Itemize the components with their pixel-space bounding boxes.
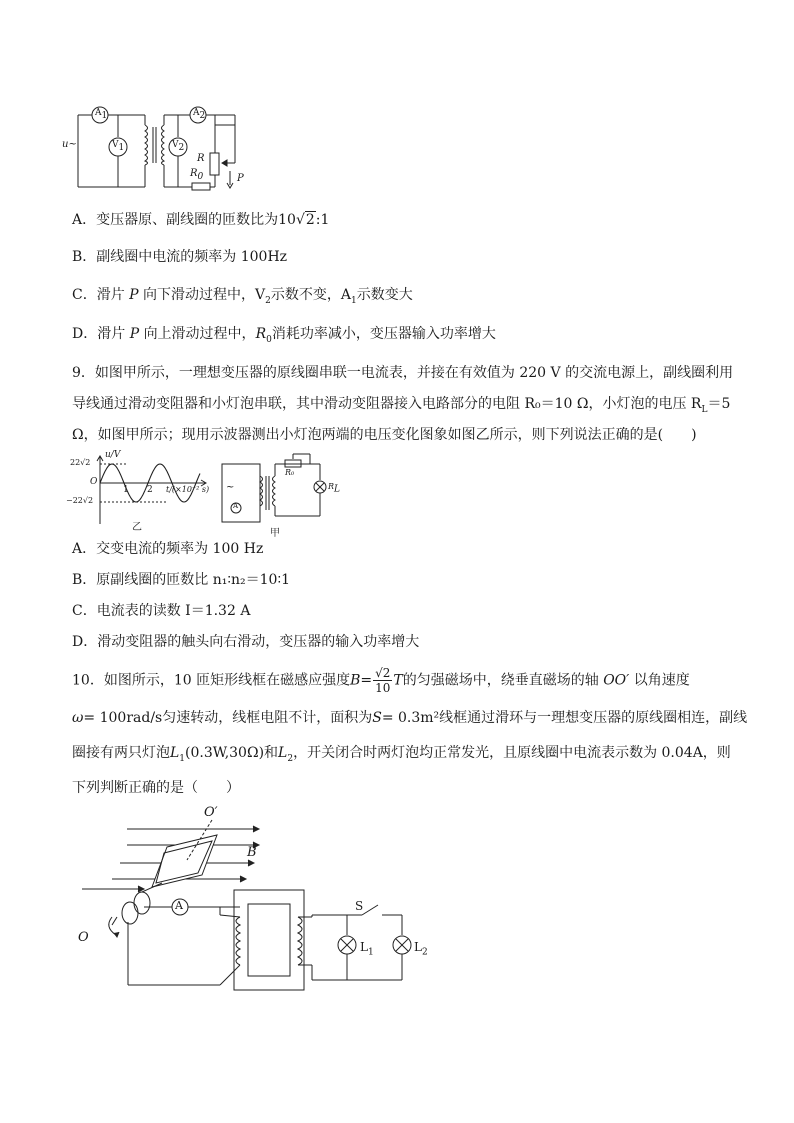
lamp-l1-label: $L_1$ [360, 940, 374, 958]
ammeter-a-label: A [175, 899, 183, 912]
caption-jia: 甲 [270, 528, 280, 539]
q10-stem-line-4: 下列判断正确的是（ ） [72, 780, 240, 796]
source-u-label: u~ [62, 139, 77, 150]
axis-top-value: 22√2 [70, 458, 91, 467]
slider-p-label: P [237, 173, 244, 184]
fraction-sqrt2-over-10: $\frac{√2}{10}$ [375, 666, 391, 695]
ammeter-a-label: A [233, 502, 239, 510]
axis-u-label: u/V [105, 450, 121, 460]
q10-stem-line-2: ω= 100rad/s匀速转动，线框电阻不计，面积为S= 0.3m²线框通过滑环与一理想变压器的原线圈相连，副线 [72, 710, 748, 726]
caption-yi: 乙 [132, 522, 142, 533]
q8-option-b: B．副线圈中电流的频率为 100Hz [72, 249, 288, 265]
axis-o-label: O [78, 930, 89, 945]
axis-tick-2: 2 [147, 485, 153, 495]
q9-stem-line-1: 9．如图甲所示，一理想变压器的原线圈串联一电流表，并接在有效值为 220 V 的交流电源上，副线圈利用 [72, 365, 734, 381]
axis-tick-1: 1 [123, 485, 129, 495]
field-b-label: B [247, 845, 257, 860]
switch-s-label: S [355, 899, 364, 913]
axis-t-label: t/(×10⁻² s) [166, 485, 210, 494]
axis-bottom-value: −22√2 [66, 496, 94, 505]
axis-o-prime-label: O′ [204, 805, 218, 820]
rotating-coil-transformer-figure-3 [72, 805, 432, 995]
lamp-rl-label: $R_L$ [328, 482, 341, 495]
q10-stem-line-3: 圈接有两只灯泡$L_1(0.3W,30\Omega)$和$L_2$，开关闭合时两灯泡均正常发光，且原线圈中电流表示数为 0.04A，则 [72, 745, 731, 764]
resistor-r0-label: R₀ [285, 468, 295, 477]
source-symbol: ~ [226, 482, 235, 493]
q9-option-d: D．滑动变阻器的触头向右滑动，变压器的输入功率增大 [72, 634, 420, 650]
q9-option-b: B．原副线圈的匝数比 n₁∶n₂＝10∶1 [72, 572, 291, 588]
waveform-and-circuit-figure-2 [66, 450, 341, 539]
ammeter-a2-label: $A_2$ [193, 108, 206, 121]
resistor-r0-label: $R_0$ [190, 168, 204, 182]
q8-option-d: D．滑片 P 向上滑动过程中，$R_0$消耗功率减小，变压器输入功率增大 [72, 326, 496, 345]
transformer-circuit-figure-1 [62, 95, 270, 195]
q9-option-c: C．电流表的读数 I＝1.32 A [72, 603, 251, 619]
voltmeter-v2-label: $V_2$ [172, 140, 185, 153]
axis-origin: O [90, 477, 98, 487]
q8-option-c: C．滑片 P 向下滑动过程中，$V_2$示数不变，$A_1$示数变大 [72, 287, 413, 306]
q9-stem-line-3: Ω，如图甲所示；现用示波器测出小灯泡两端的电压变化图象如图乙所示，则下列说法正确的是( ) [72, 427, 697, 443]
q8-option-a: A．变压器原、副线圈的匝数比为10√2:1 [72, 212, 330, 228]
lamp-l2-label: $L_2$ [414, 940, 428, 958]
q9-option-a: A．交变电流的频率为 100 Hz [72, 541, 264, 557]
voltmeter-v1-label: $V_1$ [112, 140, 125, 153]
q9-stem-line-2: 导线通过滑动变阻器和小灯泡串联，其中滑动变阻器接入电路部分的电阻 R₀＝10 Ω，小灯泡的电压 $R_L=5$ [72, 396, 731, 415]
ammeter-a1-label: $A_1$ [95, 108, 108, 121]
q10-stem-line-1: 10．如图所示，10 匝矩形线框在磁感应强度B= $\frac{√2}{10}$ T的匀强磁场中，绕垂直磁场的轴 OO′ 以角速度 [72, 666, 690, 695]
resistor-r-label: R [197, 153, 205, 164]
